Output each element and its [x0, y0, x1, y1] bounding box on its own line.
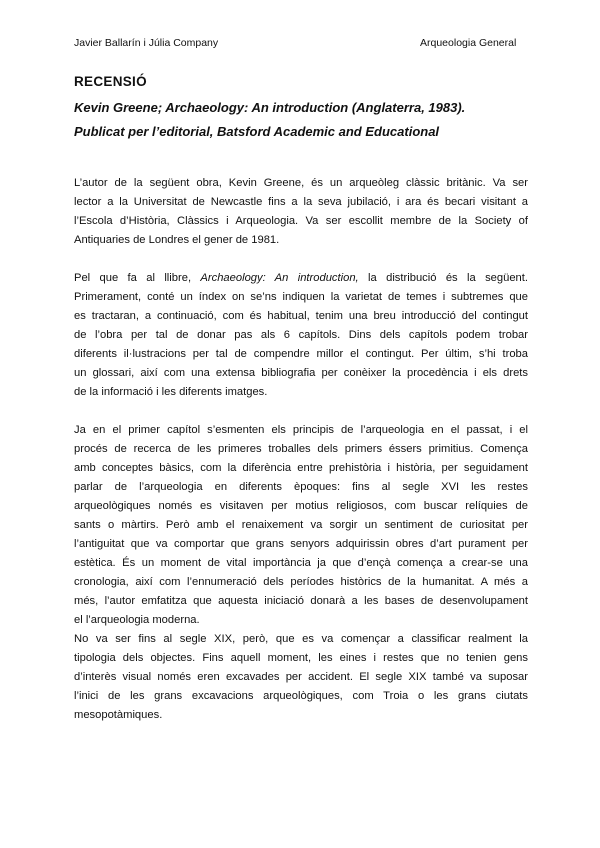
paragraph-2-line: de la informació i les diferents imatges. — [74, 386, 268, 398]
paragraph-1-line: L’autor de la següent obra, Kevin Greene, és un arqueòleg clàssic britànic. Va ser — [74, 177, 528, 189]
paragraph-2-intro-end: la distribució és la següent. — [358, 272, 528, 284]
paragraph-1-line: lector a la Universitat de Newcastle fins a la seva jubilació, i ara és becari visitant a — [74, 196, 528, 208]
paragraph-3-line: estètica. És un moment de vital importància ja que d’ençà comença a crear-se una — [74, 557, 528, 569]
paragraph-2-first-line — [74, 271, 528, 285]
paragraph-3-line: arqueològiques només es visitaven per motius religiosos, com buscar relíquies de — [74, 500, 528, 512]
paragraph-3-line: cronologia, així com l’ennumeració dels períodes històrics de la humanitat. A més a — [74, 576, 528, 588]
paragraph-2-line: diferents il·lustracions per tal de compendre millor el contingut. Per últim, s’hi troba — [74, 348, 528, 360]
book-title-inline: Archaeology: An introduction, — [200, 272, 359, 284]
paragraph-4-line: d’interès visual només eren excavades per accident. El segle XIX també va suposar — [74, 671, 528, 683]
header-course: Arqueologia General — [420, 37, 517, 49]
paragraph-4-line: mesopotàmiques. — [74, 709, 163, 721]
paragraph-4-line: tipologia dels objectes. Fins aquell moment, les eines i restes que no tenien gens — [74, 652, 528, 664]
paragraph-4-line: l’inici de les grans excavacions arqueològiques, com Troia o les grans ciutats — [74, 690, 528, 702]
paragraph-3-line: el l’arqueologia moderna. — [74, 614, 200, 626]
header-authors: Javier Ballarín i Júlia Company — [74, 37, 219, 49]
book-title-line-1: Kevin Greene; Archaeology: An introduction (Anglaterra, 1983). — [74, 100, 466, 115]
paragraph-2-line: de l’obra per tal de donar pas als 6 capítols. Dins dels capítols podem trobar — [74, 329, 528, 341]
paragraph-3-line: Ja en el primer capítol s’esmenten els principis de l’arqueologia en el passat, i el — [74, 424, 528, 436]
paragraph-2-line: un glossari, així com una extensa bibliografia per conèixer la procedència i els drets — [74, 367, 528, 379]
paragraph-3-line: sants o màrtirs. Però amb el renaixement va sorgir un sentiment de curiositat per — [74, 519, 528, 531]
paragraph-3-line: amb conceptes bàsics, com la diferència entre prehistòria i història, per seguidament — [74, 462, 528, 474]
paragraph-2-line: es tractaran, a continuació, com és habitual, tenim una breu introducció del contingut — [74, 310, 528, 322]
paragraph-1-line: l’Escola d’Història, Clàssics i Arqueologia. Va ser escollit membre de la Society of — [74, 215, 528, 227]
section-title: RECENSIÓ — [74, 74, 147, 89]
book-title-line-2: Publicat per l’editorial, Batsford Academic and Educational — [74, 124, 440, 139]
paragraph-3-line: parlar de l’arqueologia en diferents èpoques: fins al segle XVI les restes — [74, 481, 528, 493]
paragraph-3-line: l’antiguitat que va comportar que grans senyors adquirissin obres d’art purament per — [74, 538, 528, 550]
paragraph-2-line: Primerament, conté un índex on se’ns indiquen la varietat de temes i subtremes que — [74, 291, 528, 303]
paragraph-2-intro: Pel que fa al llibre, — [74, 272, 201, 284]
paragraph-1-line: Antiquaries de Londres el gener de 1981. — [74, 234, 280, 246]
paragraph-3-line: més, l’autor emfatitza que aquesta iniciació donarà a les bases de desenvolupament — [74, 595, 528, 607]
paragraph-4-line: No va ser fins al segle XIX, però, que es va començar a classificar realment la — [74, 633, 528, 645]
paragraph-3-line: procés de recerca de les primeres troballes dels primers éssers primitius. Comença — [74, 443, 528, 455]
